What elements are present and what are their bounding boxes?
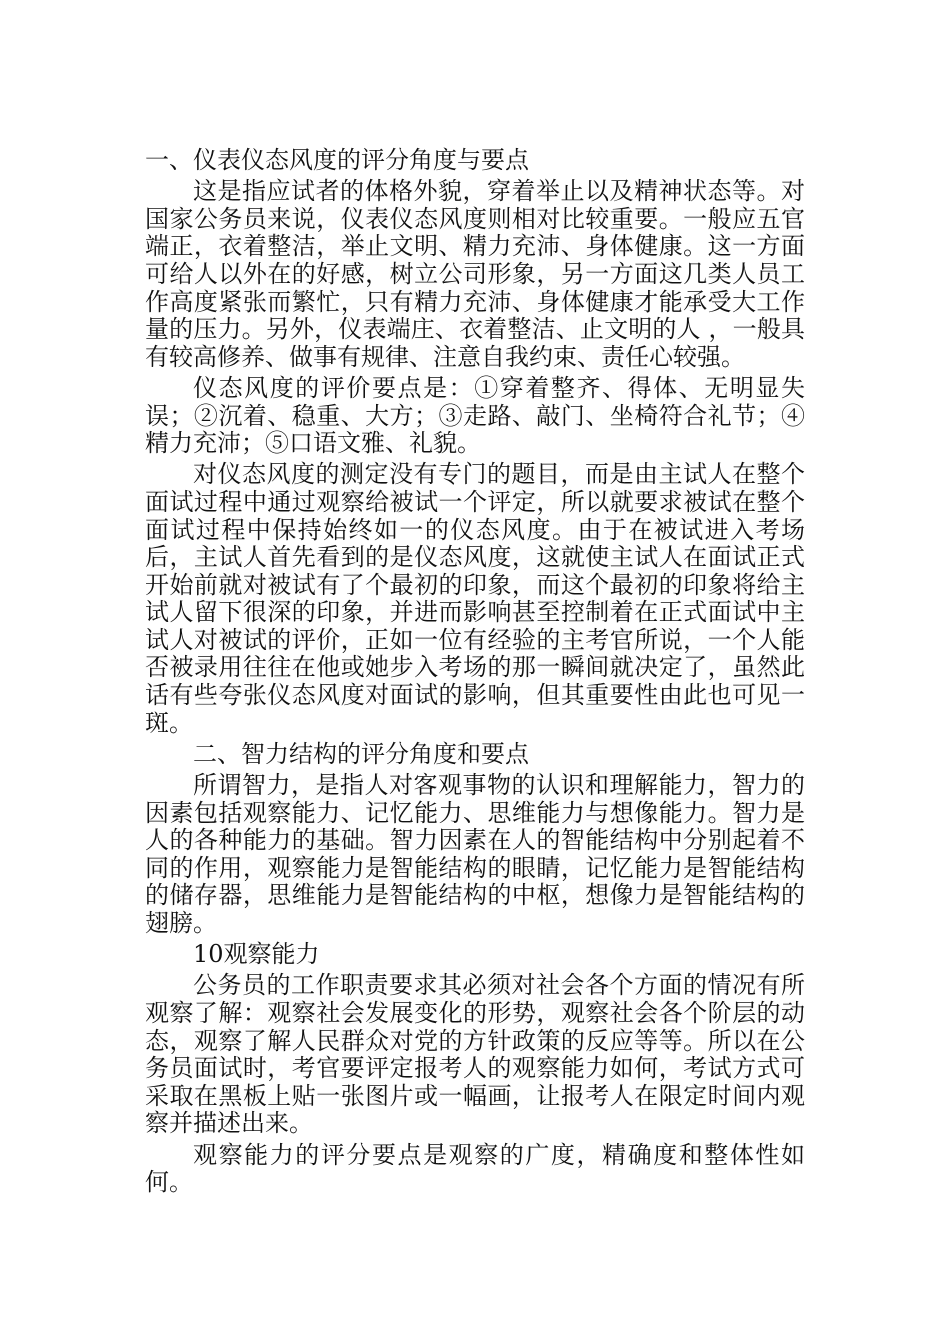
paragraph-appearance-criteria: 仪态风度的评价要点是：①穿着整齐、得体、无明显失误；②沉着、稳重、大方；③走路、敲门、坐椅符合礼节；④精力充沛；⑤口语文雅、礼貌。 [145, 373, 805, 458]
paragraph-observation-criteria: 观察能力的评分要点是观察的广度，精确度和整体性如何。 [145, 1140, 805, 1197]
paragraph-appearance-assessment: 对仪态风度的测定没有专门的题目，而是由主试人在整个面试过程中通过观察给被试一个评定，所以就要求被试在整个面试过程中保持始终如一的仪态风度。由于在被试进入考场后，主试人首先看到的是仪态风度，这就使主试人在面试正式开始前就对被试有了个最初的印象，而这个最初的印象将给主试人留下很深的印象，并进而影响甚至控制着在正式面试中主试人对被试的评价，正如一位有经验的主考官所说，一个人能否被录用往往在他或她步入考场的那一瞬间就决定了，虽然此话有些夸张仪态风度对面试的影响，但其重要性由此也可见一斑。 [145, 460, 805, 737]
paragraph-observation-duty: 公务员的工作职责要求其必须对社会各个方面的情况有所观察了解：观察社会发展变化的形势，观察社会各个阶层的动态，观察了解人民群众对党的方针政策的反应等等。所以在公务员面试时，考官要评定报考人的观察能力如何，考试方式可采取在黑板上贴一张图片或一幅画，让报考人在限定时间内观察并描述出来。 [145, 971, 805, 1138]
paragraph-appearance-definition: 这是指应试者的体格外貌，穿着举止以及精神状态等。对国家公务员来说，仪表仪态风度则相对比较重要。一般应五官端正，衣着整洁，举止文明、精力充沛、身体健康。这一方面可给人以外在的好感，树立公司形象，另一方面这几类人员工作高度紧张而繁忙，只有精力充沛、身体健康才能承受大工作量的压力。另外，仪表端庄、衣着整洁、止文明的人 ，一般具有较高修养、做事有规律、注意自我约束、责任心较强。 [145, 177, 805, 371]
section-heading-appearance: 一、仪表仪态风度的评分角度与要点 [145, 146, 529, 174]
document-page [145, 147, 805, 1200]
subsection-heading-observation: 10观察能力 [193, 940, 320, 969]
paragraph-intelligence-definition: 所谓智力，是指人对客观事物的认识和理解能力，智力的因素包括观察能力、记忆能力、思维能力与想像能力。智力是人的各种能力的基础。智力因素在人的智能结构中分别起着不同的作用，观察能力是智能结构的眼睛，记忆能力是智能结构的储存器，思维能力是智能结构的中枢，想像力是智能结构的翅膀。 [145, 771, 805, 937]
section-heading-intelligence: 二、智力结构的评分角度和要点 [193, 739, 529, 768]
